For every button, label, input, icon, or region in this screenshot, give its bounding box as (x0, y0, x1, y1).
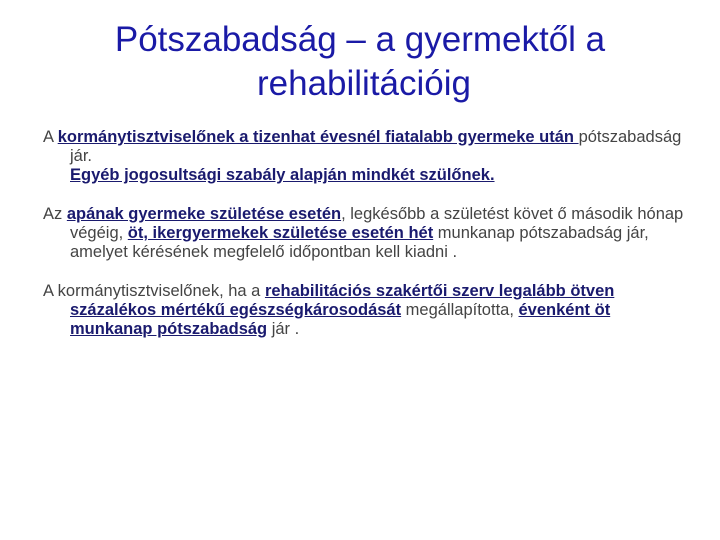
paragraph-1-both-parents: Egyéb jogosultsági szabály alapján mindkét szülőnek. (70, 166, 495, 184)
slide-title (0, 18, 720, 106)
paragraph-father-leave (43, 205, 693, 262)
paragraph-3-emphasis-disability: rehabilitációs szakértői szerv legalább ötven százalékos mértékű egészségkárosodását (70, 282, 615, 319)
paragraph-1-text-b: pótszabadság jár. (70, 128, 682, 165)
title-line-1: Pótszabadság – a gyermektől a (114, 20, 606, 59)
paragraph-child-leave (43, 128, 693, 185)
paragraph-3-emphasis-annual: évenként öt munkanap pótszabadság (70, 301, 611, 338)
paragraph-3-text-c: jár . (267, 320, 300, 338)
paragraph-rehabilitation-leave (43, 282, 693, 339)
paragraph-2-text-a: Az (43, 205, 67, 223)
paragraph-2-emphasis-birth: apának gyermeke születése esetén (66, 205, 342, 223)
paragraph-3-text-b: megállapította, (401, 301, 519, 319)
paragraph-2-emphasis-days: öt, ikergyermekek születése esetén hét (127, 224, 434, 242)
paragraph-2-text-b: , legkésőbb a születést követ ő második hónap végéig, (70, 205, 684, 242)
title-line-2: rehabilitációig (256, 64, 472, 103)
paragraph-1-emphasis: kormánytisztviselőnek a tizenhat évesnél fiatalabb gyermeke után (57, 128, 579, 146)
slide-body (43, 128, 693, 339)
paragraph-2-text-c: munkanap pótszabadság jár, amelyet kérésének megfelelő időpontban kell kiadni . (70, 224, 649, 261)
paragraph-3-text-a: A kormánytisztviselőnek, ha a (43, 282, 265, 300)
paragraph-1-text-a: A (43, 128, 58, 146)
